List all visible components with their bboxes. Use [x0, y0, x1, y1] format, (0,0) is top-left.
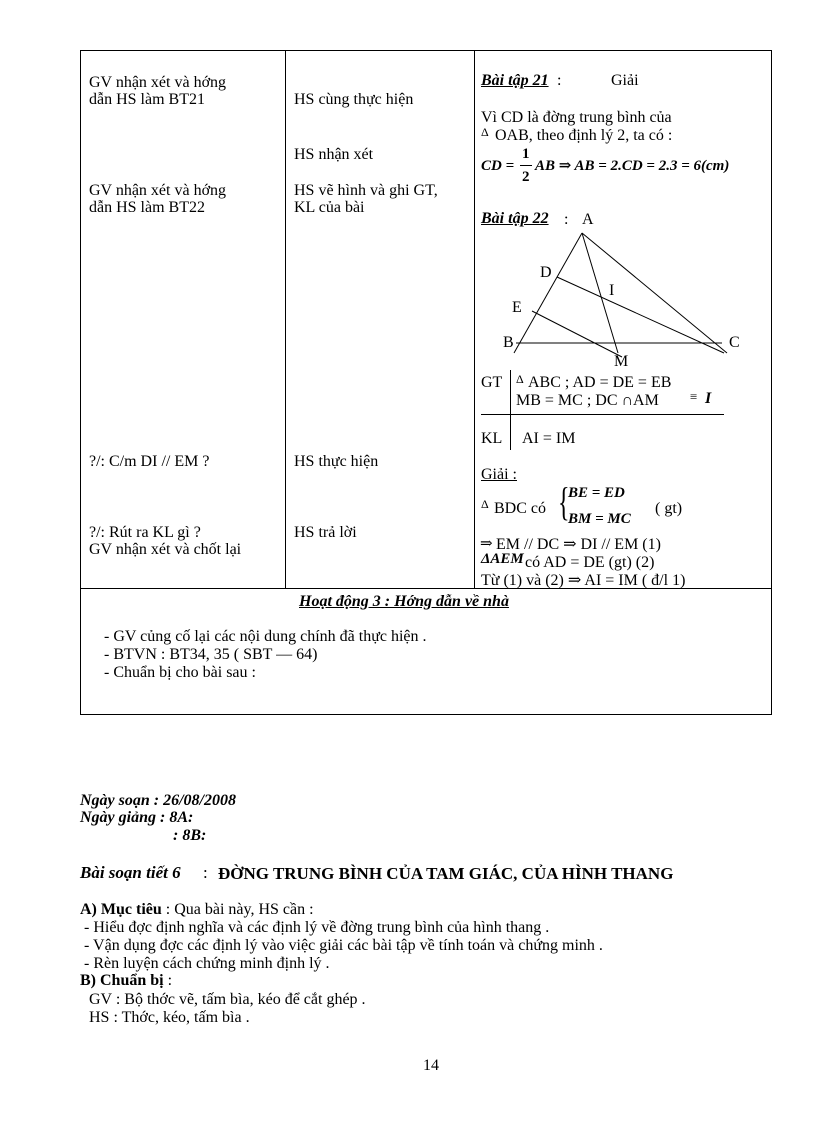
lesson-title-label: Bài soạn tiết 6	[80, 863, 181, 882]
table-border-top	[80, 50, 772, 51]
ngay-giang-8b: : 8B:	[173, 827, 207, 844]
point-c-label: C	[729, 334, 740, 351]
aem-line: có AD = DE (gt) (2)	[525, 554, 655, 571]
em-dc-line: EM // DC ⇒ DI // EM (1)	[496, 536, 661, 553]
bt21-line1: Vì CD là đờng trung bình của	[481, 109, 672, 126]
segment-ac	[582, 233, 727, 353]
gv-conclude: GV nhận xét và chốt lại	[89, 541, 242, 558]
point-a-label: A	[582, 211, 594, 228]
conclusion-line: Từ (1) và (2) ⇒ AI = IM ( đ/l 1)	[481, 572, 686, 589]
gv-bt21-line2: dẫn HS làm BT21	[89, 91, 205, 108]
preparation-hs: HS : Thớc, kéo, tấm bìa .	[89, 1009, 250, 1026]
table-border-bottom	[80, 714, 772, 715]
gt-point-i: I	[705, 390, 712, 407]
gv-bt22-line1: GV nhận xét và hớng	[89, 182, 227, 199]
table-border-left	[80, 50, 81, 715]
page-number: 14	[423, 1057, 439, 1074]
kl-label: KL	[481, 430, 503, 447]
point-m-label: M	[614, 353, 629, 370]
objectives-intro: : Qua bài này, HS cần :	[161, 901, 314, 918]
gt-kl-separator	[481, 414, 724, 415]
column-divider-1	[285, 50, 286, 589]
gt-line2: MB = MC ; DC ∩AM	[516, 392, 659, 409]
formula-numerator: 1	[522, 146, 530, 162]
question-2: ?/: Rút ra KL gì ?	[89, 524, 201, 541]
bdc-triangle-symbol: Δ	[481, 497, 489, 511]
system-eq-2: BM = MC	[568, 511, 631, 527]
ngay-giang: Ngày giảng : 8A:	[80, 809, 194, 826]
objective-3: - Rèn luyện cách chứng minh định lý .	[84, 955, 330, 972]
hd3-line3: - Chuẩn bị cho bài sau :	[104, 664, 256, 681]
hs-activity-2: HS nhận xét	[294, 146, 374, 163]
bdc-text: BDC có	[494, 500, 546, 517]
system-brace: {	[558, 479, 570, 524]
table-border-right	[771, 50, 772, 715]
bt21-line2: OAB, theo định lý 2, ta có :	[495, 127, 673, 144]
preparation-label: B) Chuẩn bị	[80, 972, 164, 989]
point-e-label: E	[512, 299, 522, 316]
formula-rest: AB ⇒ AB = 2.CD = 2.3 = 6(cm)	[535, 158, 730, 174]
triangle-figure	[474, 220, 772, 370]
hs-activity-1: HS cùng thực hiện	[294, 91, 414, 108]
implies-arrow: ⇒	[480, 536, 493, 552]
hd3-line1: - GV củng cố lại các nội dung chính đã thực hiện .	[104, 628, 427, 645]
lesson-title: ĐỜNG TRUNG BÌNH CỦA TAM GIÁC, CỦA HÌNH THANG	[218, 864, 674, 883]
bt22-title: Bài tập 22	[481, 210, 549, 227]
segment-ab	[514, 233, 582, 353]
objective-1: - Hiểu đợc định nghĩa và các định lý về đờng trung bình của hình thang .	[84, 919, 550, 936]
bt21-colon: :	[557, 72, 562, 89]
bt22-colon: :	[564, 211, 569, 228]
hs-activity-3-line1: HS vẽ hình và ghi GT,	[294, 182, 438, 199]
gt-note: ( gt)	[655, 500, 683, 517]
hs-activity-5: HS trả lời	[294, 524, 357, 541]
triangle-symbol: Δ	[481, 125, 489, 139]
point-d-label: D	[540, 264, 552, 281]
hs-activity-4: HS thực hiện	[294, 453, 379, 470]
preparation-gv: GV : Bộ thớc vẽ, tấm bìa, kéo để cắt ghép .	[89, 991, 366, 1008]
giai-heading-1: Giải	[611, 72, 639, 89]
system-eq-1: BE = ED	[568, 485, 625, 501]
objective-2: - Vận dụng đợc các định lý vào việc giải các bài tập về tính toán và chứng minh .	[84, 937, 603, 954]
gt-triangle-symbol: Δ	[516, 372, 524, 386]
question-1: ?/: C/m DI // EM ?	[89, 453, 210, 470]
giai-heading-2: Giải :	[481, 466, 517, 483]
hd3-title: Hoạt động 3 : Hớng dẫn về nhà	[299, 593, 509, 610]
objectives-label: A) Mục tiêu	[80, 901, 162, 918]
ngay-soan: Ngày soạn : 26/08/2008	[80, 792, 236, 809]
bt21-title: Bài tập 21	[481, 72, 549, 89]
formula-denominator: 2	[522, 169, 530, 185]
preparation-colon: :	[163, 972, 173, 989]
aem-triangle: ΔAEM	[481, 551, 524, 567]
kl-text: AI = IM	[522, 430, 576, 447]
segment-dc	[557, 277, 724, 353]
gt-equiv: ≡	[690, 389, 698, 404]
objectives-heading	[80, 901, 314, 918]
preparation-heading	[80, 972, 172, 989]
gt-line1: ABC ; AD = DE = EB	[528, 374, 672, 391]
gt-kl-vertical	[510, 370, 511, 450]
lesson-title-colon: :	[203, 863, 208, 882]
segment-em	[532, 311, 622, 357]
gv-bt21-line1: GV nhận xét và hớng	[89, 74, 227, 91]
hd3-line2: - BTVN : BT34, 35 ( SBT — 64)	[104, 646, 318, 663]
formula-cd: CD =	[481, 158, 515, 174]
hs-activity-3-line2: KL của bài	[294, 199, 365, 216]
gt-label: GT	[481, 374, 503, 391]
formula-fraction-bar	[520, 165, 532, 166]
gv-bt22-line2: dẫn HS làm BT22	[89, 199, 205, 216]
point-i-label: I	[609, 282, 615, 299]
point-b-label: B	[503, 334, 514, 351]
